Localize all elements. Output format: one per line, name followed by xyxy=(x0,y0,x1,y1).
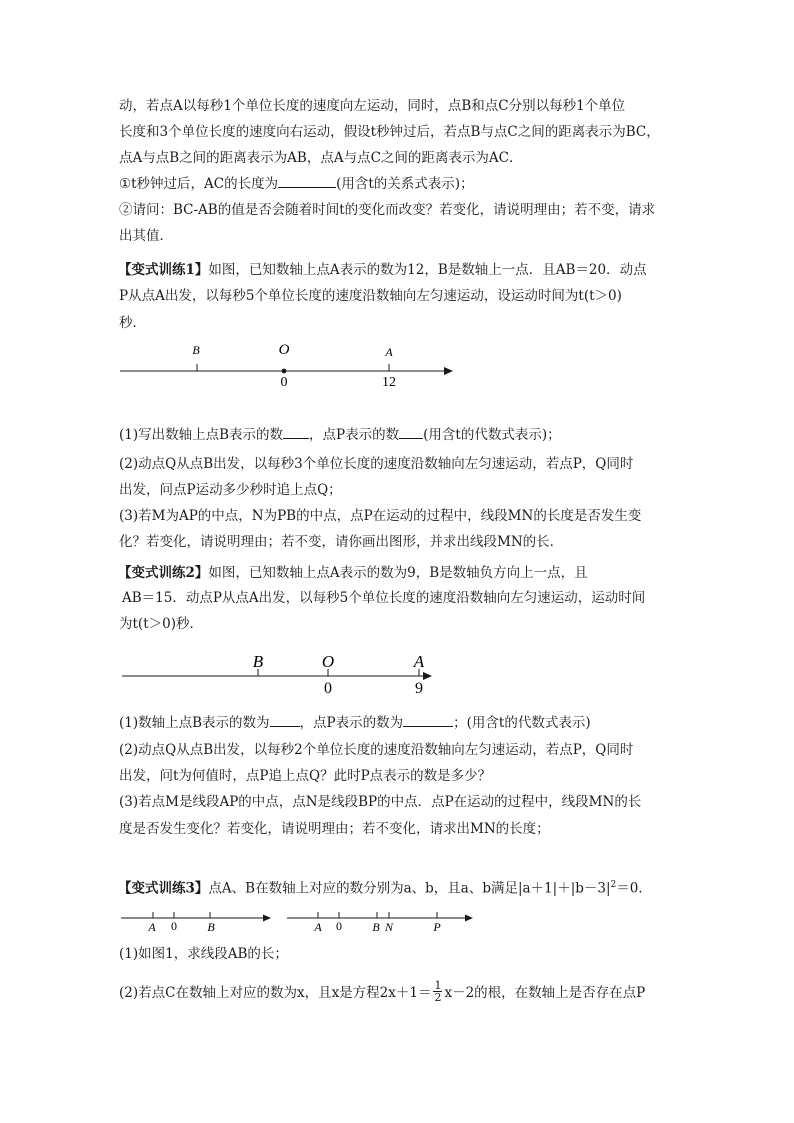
text-line: (3)若M为AP的中点，N为PB的中点，点P在运动的过程中，线段MN的长度是否发生变 xyxy=(119,508,642,524)
section-heading: 【变式训练1】 xyxy=(118,262,209,278)
point-label-o: O xyxy=(278,342,290,358)
text-line: 出发，问点P运动多少秒时追上点Q； xyxy=(119,482,342,498)
text-line: 化？若变化，请说明理由；若不变，请你画出图形，并求出线段MN的长． xyxy=(119,534,564,550)
tick-label: 9 xyxy=(415,680,423,697)
fraction-numerator: 1 xyxy=(434,979,442,992)
question-text: ，点P表示的数为 xyxy=(299,715,404,731)
fraction xyxy=(433,980,442,1003)
text-line: 秒． xyxy=(119,315,146,331)
question-text: 点A、B在数轴上对应的数分别为a、b，且a、b满足|a＋1|＋|b－3| xyxy=(208,880,611,897)
question-text: 如图，已知数轴上点A表示的数为9，B是数轴负方向上一点，且 xyxy=(208,565,588,581)
point-label-b: B xyxy=(372,920,380,934)
point-label-a: A xyxy=(314,920,322,934)
point-label-p: P xyxy=(433,920,441,934)
text-line: 动，若点A以每秒1个单位长度的速度向左运动，同时，点B和点C分别以每秒1个单位 xyxy=(119,98,626,114)
question-text: ，点P表示的数 xyxy=(309,427,400,443)
point-label-o: O xyxy=(321,652,335,671)
point-label-a: A xyxy=(385,345,393,359)
section-heading: 【变式训练3】 xyxy=(118,880,209,897)
superscript: 2 xyxy=(610,880,617,890)
text-line: AB＝15．动点P从点A出发，以每秒5个单位长度的速度沿数轴向左匀速运动，运动时间 xyxy=(122,590,646,606)
fraction-denominator: 2 xyxy=(434,991,442,1004)
text-line xyxy=(119,979,646,1005)
question-text: 如图，已知数轴上点A表示的数为12，B是数轴上一点．且AB＝20．动点 xyxy=(208,262,647,278)
question-text: (1)数轴上点B表示的数为 xyxy=(119,715,270,731)
text-line: 为t(t＞0)秒． xyxy=(119,616,203,632)
question-text: ；(用含t的代数式表示) xyxy=(453,715,591,731)
text-line: P从点A出发，以每秒5个单位长度的速度沿数轴向左匀速运动，设运动时间为t(t＞0) xyxy=(119,288,622,304)
question-text: (用含t的代数式表示)； xyxy=(423,427,561,443)
text-line: 出其值． xyxy=(119,228,173,244)
text-line: 点A与点B之间的距离表示为AB，点A与点C之间的距离表示为AC． xyxy=(119,150,523,166)
tick-label: 0 xyxy=(280,375,288,390)
tick-label: 0 xyxy=(171,919,177,933)
tick-label: 0 xyxy=(336,919,342,933)
text-line: (1)如图1，求线段AB的长； xyxy=(119,946,288,962)
question-text: (2)若点C在数轴上对应的数为x，且x是方程2x＋1＝ xyxy=(119,985,432,1001)
text-line: 出发，问t为何值时，点P追上点Q？此时P点表示的数是多少？ xyxy=(119,768,492,784)
point-label-a: A xyxy=(413,652,425,671)
question-text: (用含t的关系式表示)； xyxy=(336,176,474,192)
point-label-b: B xyxy=(192,343,200,357)
text-line: (3)若点M是线段AP的中点，点N是线段BP的中点．点P在运动的过程中，线段MN的长 xyxy=(119,794,642,810)
question-text: ①t秒钟过后，AC的长度为 xyxy=(119,176,279,192)
question-text: x－2的根，在数轴上是否存在点P xyxy=(444,985,646,1001)
section-heading: 【变式训练2】 xyxy=(118,565,209,581)
tick-label: 0 xyxy=(324,680,332,697)
text-line: 长度和3个单位长度的速度向右运动，假设t秒钟过后，若点B与点C之间的距离表示为BC， xyxy=(119,124,660,140)
point-label-b: B xyxy=(252,652,264,671)
text-line: 度是否发生变化？若变化，请说明理由；若不变化，请求出MN的长度； xyxy=(119,821,550,837)
text-line: (2)动点Q从点B出发，以每秒3个单位长度的速度沿数轴向左匀速运动，若点P，Q同时 xyxy=(119,456,634,472)
text-line: (2)动点Q从点B出发，以每秒2个单位长度的速度沿数轴向左匀速运动，若点P，Q同时 xyxy=(119,742,634,758)
text-line: ②请问：BC-AB的值是否会随着时间t的变化而改变？若变化，请说明理由；若不变，请求 xyxy=(119,202,656,218)
point-label-n: N xyxy=(384,920,394,934)
question-text: ＝0． xyxy=(616,880,652,897)
question-text: (1)写出数轴上点B表示的数 xyxy=(119,427,284,443)
point-label-a: A xyxy=(148,920,156,934)
tick-label: 12 xyxy=(382,375,396,390)
point-label-b: B xyxy=(207,920,215,934)
